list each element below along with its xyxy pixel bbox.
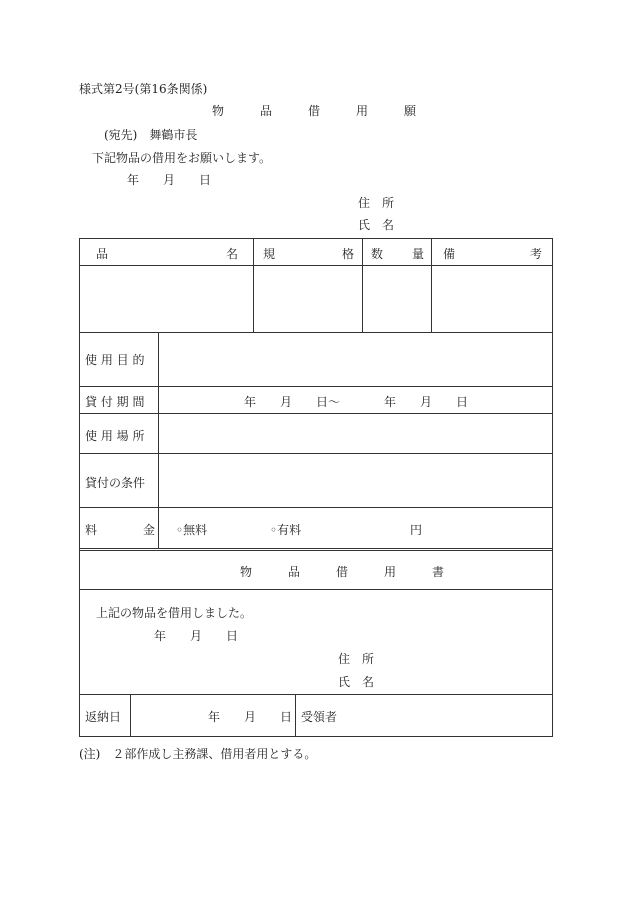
col-header-qty-2: 量 xyxy=(412,247,425,261)
col-line xyxy=(253,238,254,333)
row-label-fee-1: 料 xyxy=(85,523,98,537)
row-line xyxy=(79,694,553,695)
receipt-title: 物 品 借 用 書 xyxy=(240,565,445,579)
footer-note: (注) ２部作成し主務課、借用者用とする。 xyxy=(79,747,317,761)
row-line xyxy=(79,507,553,508)
table-border-bottom xyxy=(79,736,553,737)
request-date: 年 月 日 xyxy=(127,173,212,187)
request-text: 下記物品の借用をお願いします。 xyxy=(92,151,272,165)
fee-free-option: ◦無料 xyxy=(176,523,208,537)
table-border-left xyxy=(79,238,80,737)
row-label-purpose: 使 用 目 的 xyxy=(85,353,145,367)
col-header-item-2: 名 xyxy=(226,247,239,261)
col-line xyxy=(431,238,432,333)
row-line xyxy=(79,386,553,387)
return-label: 返納日 xyxy=(85,710,122,724)
period-to: 年 月 日 xyxy=(384,395,469,409)
receipt-address-label: 住 所 xyxy=(338,652,375,666)
period-from: 年 月 日〜 xyxy=(244,395,341,409)
table-border-right xyxy=(552,238,553,737)
row-line xyxy=(79,265,553,266)
return-date: 年 月 日 xyxy=(208,710,293,724)
col-header-spec-2: 格 xyxy=(342,247,355,261)
applicant-address-label: 住 所 xyxy=(358,196,395,210)
col-header-note-2: 考 xyxy=(530,247,543,261)
row-label-conditions: 貸付の条件 xyxy=(85,476,146,490)
table-border-top xyxy=(79,238,553,239)
col-header-spec: 規 xyxy=(263,247,276,261)
row-label-place: 使 用 場 所 xyxy=(85,429,145,443)
fee-yen-unit: 円 xyxy=(410,523,423,537)
col-line xyxy=(362,238,363,333)
col-line xyxy=(130,694,131,737)
col-header-note: 備 xyxy=(443,247,456,261)
receipt-date: 年 月 日 xyxy=(154,629,239,643)
row-line xyxy=(79,589,553,590)
receipt-text: 上記の物品を借用しました。 xyxy=(96,606,253,620)
row-label-fee-2: 金 xyxy=(143,523,156,537)
col-header-item: 品 xyxy=(96,247,109,261)
form-number: 様式第2号(第16条関係) xyxy=(79,82,208,96)
addressee: (宛先) 舞鶴市長 xyxy=(104,128,198,142)
col-header-qty: 数 xyxy=(371,247,384,261)
row-line xyxy=(79,453,553,454)
row-line xyxy=(79,548,553,549)
receipt-name-label: 氏 名 xyxy=(338,675,375,689)
col-line xyxy=(295,694,296,737)
row-label-period: 貸 付 期 間 xyxy=(85,395,145,409)
page-title: 物 品 借 用 願 xyxy=(212,104,417,118)
fee-paid-option: ◦有料 xyxy=(270,523,302,537)
applicant-name-label: 氏 名 xyxy=(358,218,395,232)
receiver-label: 受領者 xyxy=(301,710,338,724)
col-line xyxy=(158,332,159,549)
row-line xyxy=(79,332,553,333)
row-line xyxy=(79,413,553,414)
row-line-double xyxy=(79,550,553,551)
